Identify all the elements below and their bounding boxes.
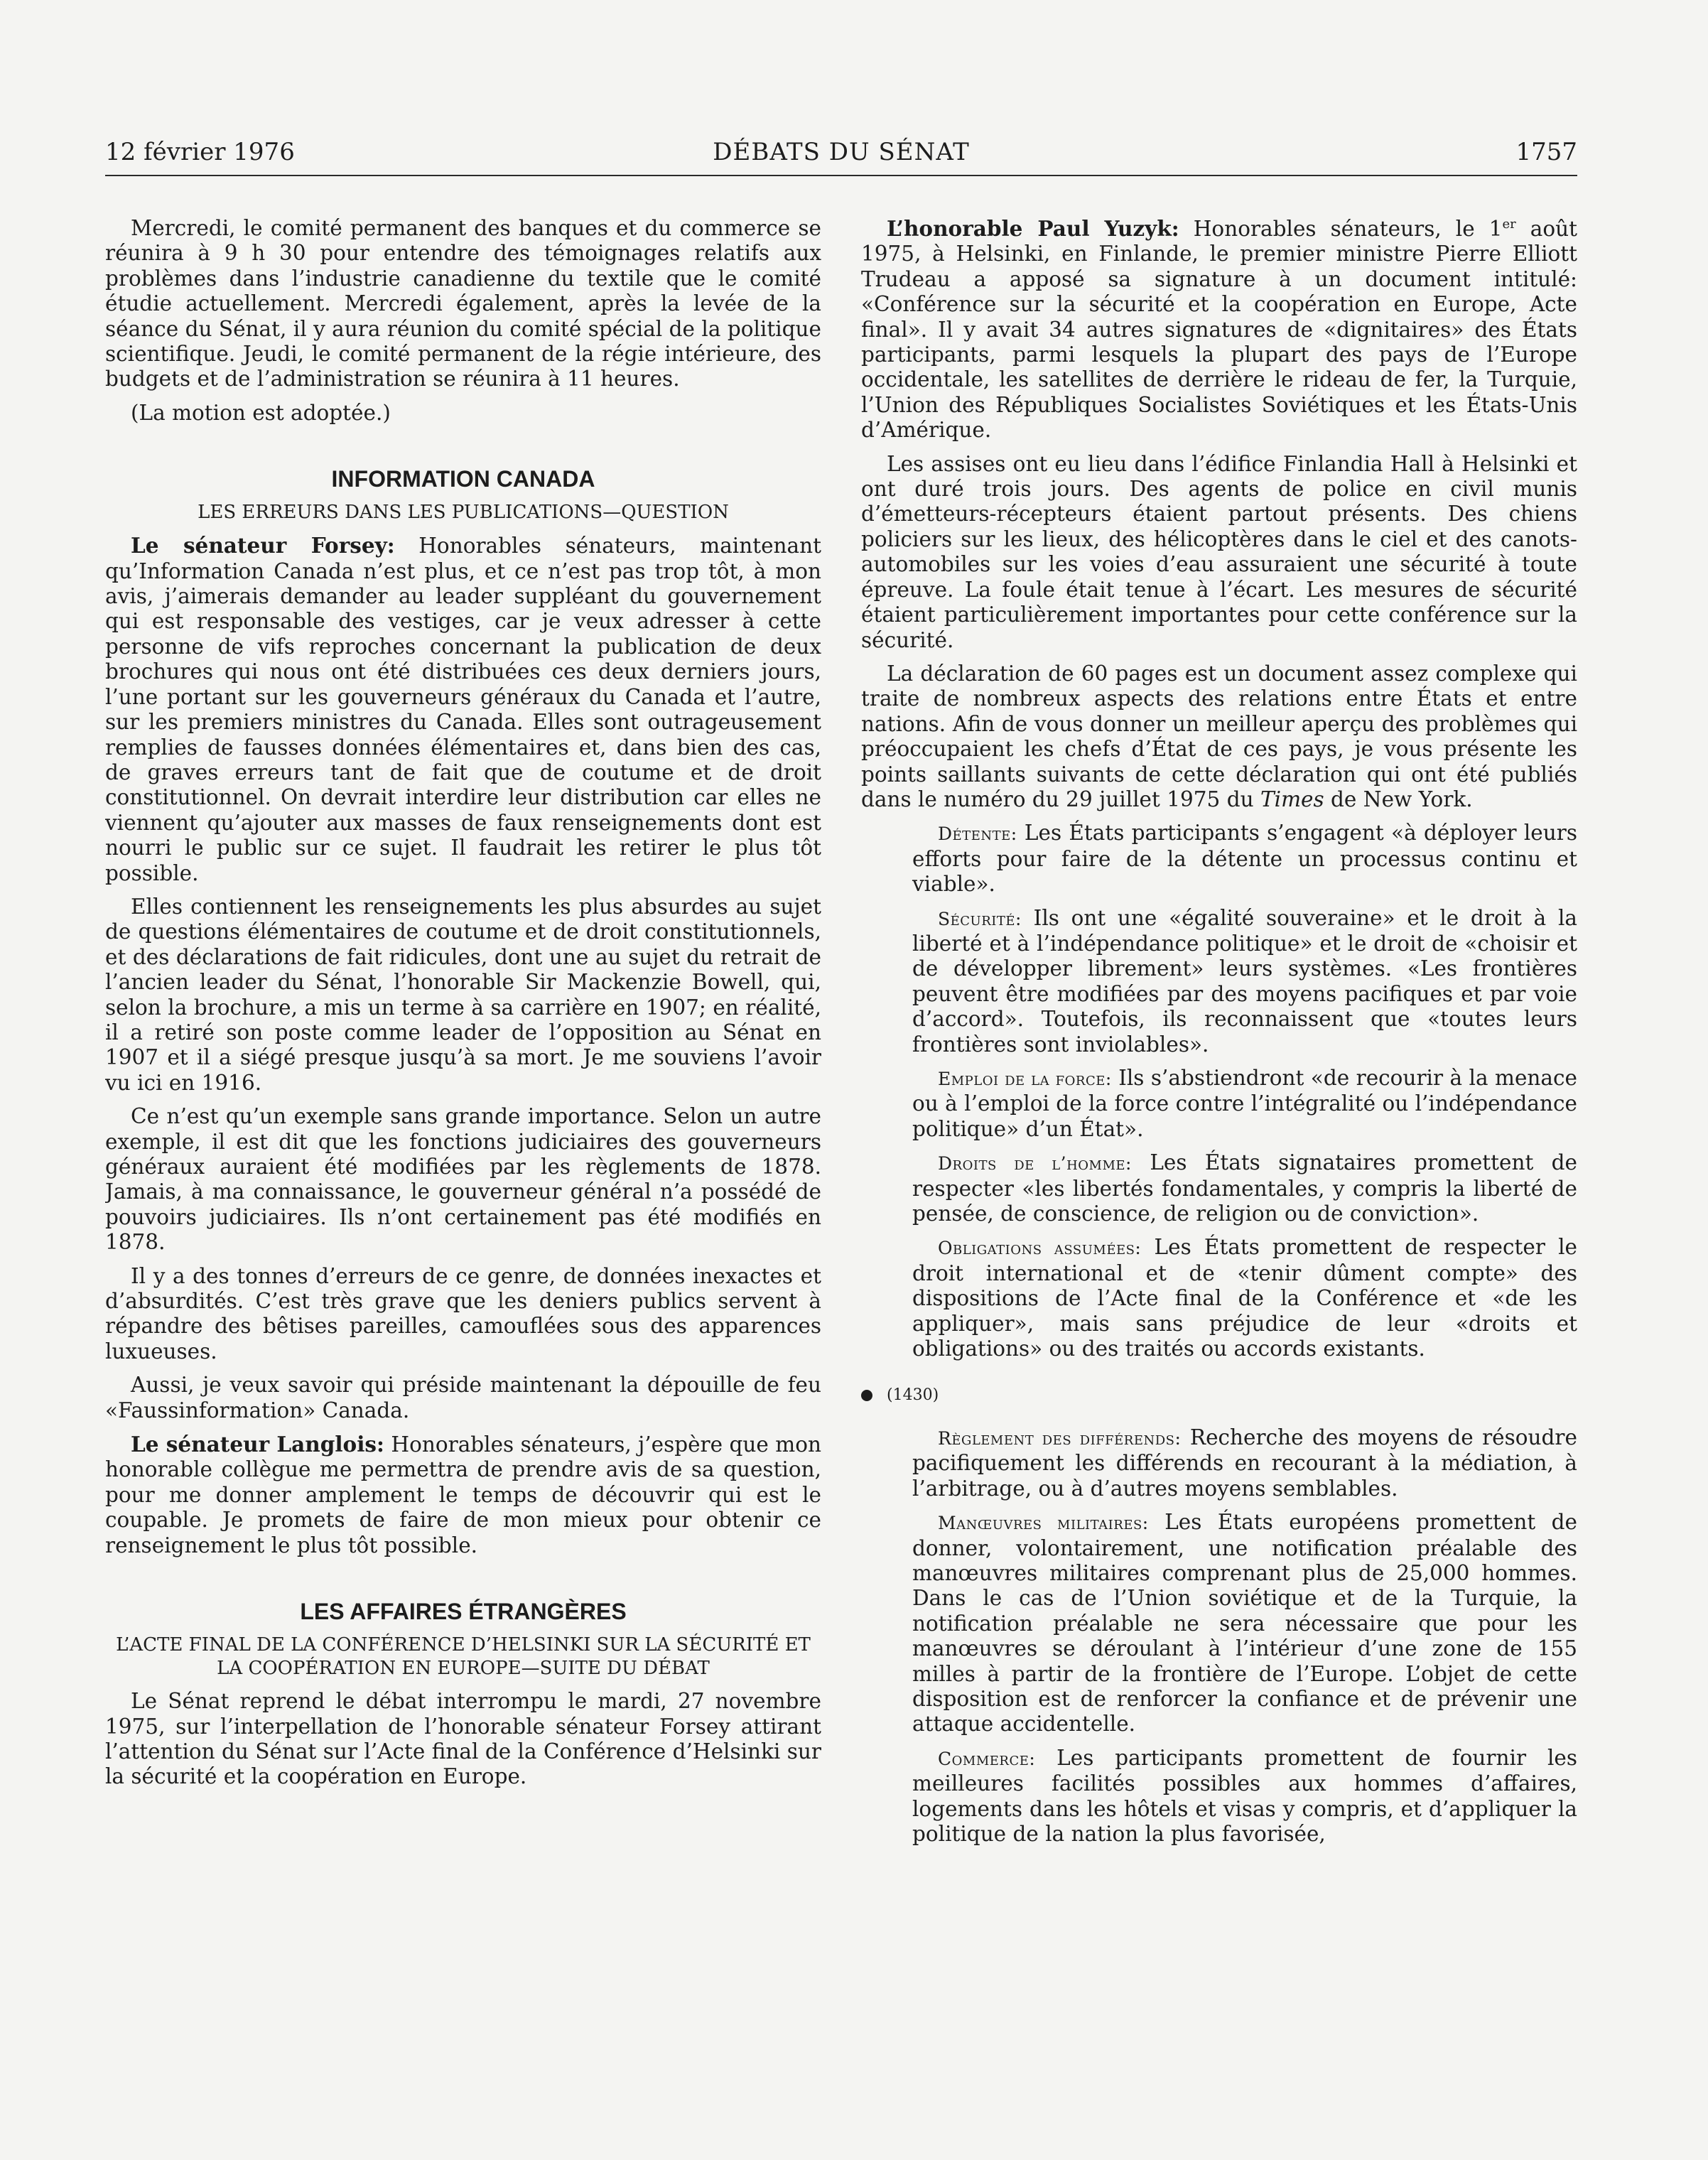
point-text: Les États promettent de respecter le droit international et de «tenir dûment compte» des dispositions de l’Acte final de la Conférence et «de les appliquer», mais sans préjudice de leur «droits et obligations» ou des traités ou accords existants. bbox=[912, 1235, 1577, 1361]
point-text: Ils s’abstiendront «de recourir à la menace ou à l’emploi de la force contre l’intégralité ou l’indépendance politique» d’un État». bbox=[912, 1066, 1577, 1141]
paragraph: Elles contiennent les renseignements les plus absurdes au sujet de questions élémentaires de coutume et de droit constitutionnels, et des déclarations de fait ridicules, dont une au sujet du retrait de l’ancien leader du Sénat, l’honorable Sir Mackenzie Bowell, qui, selon la brochure, a mis un terme à sa carrière en 1907; en réalité, il a retiré son poste comme leader de l’opposition au Sénat en 1907 et il a siégé presque jusqu’à sa mort. Je me souviens l’avoir vu ici en 1916. bbox=[105, 894, 821, 1095]
page-number: 1757 bbox=[1515, 138, 1577, 166]
time-marker bbox=[861, 1383, 1577, 1408]
paragraph bbox=[861, 662, 1577, 812]
point-text: Les participants promettent de fournir les meilleures facilités possibles aux hommes d’affaires, logements dans les hôtels et visas y compris, et d’appliquer la politique de la nation la plus favorisée, bbox=[912, 1745, 1577, 1846]
speech-text: Honorables sénateurs, j’espère que mon honorable collègue me permettra de prendre avis de sa question, pour me donner amplement le temps de découvrir qui est le coupable. Je promets de faire de mon mieux pour obtenir ce renseignement le plus tôt possible. bbox=[105, 1432, 821, 1557]
quoted-point bbox=[912, 1235, 1577, 1361]
paragraph bbox=[105, 1432, 821, 1558]
speaker-name: Le sénateur Forsey: bbox=[131, 533, 395, 558]
paragraph: Mercredi, le comité permanent des banques et du commerce se réunira à 9 h 30 pour entendre des témoignages relatifs aux problèmes dans l’industrie canadienne du textile que le comité étudie actuellement. Mercredi également, après la levée de la séance du Sénat, il y aura réunion du comité spécial de la politique scientifique. Jeudi, le comité permanent de la régie intérieure, des budgets et de l’administration se réunira à 11 heures. bbox=[105, 216, 821, 392]
section-title: INFORMATION CANADA bbox=[331, 466, 595, 492]
paragraph: Ce n’est qu’un exemple sans grande importance. Selon un autre exemple, il est dit que les fonctions judiciaires des gouverneurs généraux auraient été modifiées par les règlements de 1878. Jamais, à ma connaissance, le gouverneur général n’a possédé de pouvoirs judiciaires. Ils n’ont certainement pas été modifiés en 1878. bbox=[105, 1104, 821, 1255]
point-text: Les États participants s’engagent «à déployer leurs efforts pour faire de la détente un processus continu et viable». bbox=[912, 821, 1577, 897]
superscript: er bbox=[1502, 217, 1516, 232]
quoted-point bbox=[912, 1066, 1577, 1142]
header-title: DÉBATS DU SÉNAT bbox=[713, 138, 970, 166]
section-subtitle: L’ACTE FINAL DE LA CONFÉRENCE D’HELSINKI SUR LA SÉCURITÉ ET LA COOPÉRATION EN EUROPE—SUITE DU DÉBAT bbox=[116, 1634, 811, 1680]
point-tag: Manœuvres militaires: bbox=[938, 1513, 1149, 1534]
time-marker-label: (1430) bbox=[887, 1386, 939, 1405]
point-text: Recherche des moyens de résoudre pacifiquement les différends en recourant à la médiation, à l’arbitrage, ou à d’autres moyens semblables. bbox=[912, 1425, 1577, 1501]
point-text: Ils ont une «égalité souveraine» et le droit à la liberté et à l’indépendance politique» et le droit de «choisir et de développer librement» leurs systèmes. «Les frontières peuvent être modifiées par des moyens pacifiques et par voie d’accord». Toutefois, ils reconnaissent que «toutes leurs frontières sont inviolables». bbox=[912, 905, 1577, 1057]
running-header bbox=[105, 138, 1577, 176]
point-text: Les États européens promettent de donner, volontairement, une notification préalable des manœuvres militaires comprenant plus de 25,000 hommes. Dans le cas de l’Union soviétique et de la Turquie, la notification préalable ne sera nécessaire que pour les manœuvres se déroulant à l’intérieur d’une zone de 155 milles à partir de la frontière de l’Europe. L’objet de cette disposition est de renforcer la confiance et de prévenir une attaque accidentelle. bbox=[912, 1510, 1577, 1737]
point-tag: Commerce: bbox=[938, 1748, 1036, 1769]
right-column bbox=[861, 216, 1577, 2120]
point-tag: Détente: bbox=[938, 824, 1017, 845]
quoted-point bbox=[912, 1510, 1577, 1737]
bullet-icon bbox=[861, 1390, 872, 1401]
header-date: 12 février 1976 bbox=[105, 138, 295, 166]
quoted-point bbox=[912, 1746, 1577, 1847]
left-column bbox=[105, 216, 821, 2120]
paragraph bbox=[105, 533, 821, 886]
paragraph: Il y a des tonnes d’erreurs de ce genre, de données inexactes et d’absurdités. C’est très grave que les deniers publics servent à répandre des bêtises pareilles, camouflées sous des apparences luxueuses. bbox=[105, 1263, 821, 1364]
point-tag: Règlement des différends: bbox=[938, 1427, 1182, 1449]
point-tag: Emploi de la force: bbox=[938, 1069, 1112, 1089]
newspaper-title: Times bbox=[1260, 787, 1324, 811]
paragraph bbox=[861, 216, 1577, 443]
speech-text: Honorables sénateurs, le 1 bbox=[1193, 217, 1503, 241]
section-title: LES AFFAIRES ÉTRANGÈRES bbox=[300, 1599, 627, 1625]
section-subtitle: LES ERREURS DANS LES PUBLICATIONS—QUESTION bbox=[198, 502, 729, 524]
point-text: Les États signataires promettent de respecter «les libertés fondamentales, y compris la liberté de pensée, de conscience, de religion ou de conviction». bbox=[912, 1150, 1577, 1226]
quoted-point bbox=[912, 821, 1577, 897]
motion-note: (La motion est adoptée.) bbox=[131, 400, 391, 425]
speech-text: Honorables sénateurs, maintenant qu’Information Canada n’est plus, et ce n’est pas trop tôt, à mon avis, j’aimerais demander au leader suppléant du gouvernement qui est responsable des vestiges, car je veux adresser à cette personne de vifs reproches concernant la publication de deux brochures qui nous ont été distribuées ces deux derniers jours, l’une portant sur les gouverneurs généraux du Canada et l’autre, sur les premiers ministres du Canada. Elles sont outrageusement remplies de fausses données élémentaires et, dans bien des cas, de graves erreurs tant de fait que de coutume et de droit constitutionnel. On devrait interdire leur distribution car elles ne viennent qu’ajouter aux masses de faux renseignements dont est nourri le public sur ce sujet. Il faudrait les retirer le plus tôt possible. bbox=[105, 534, 821, 885]
quoted-point bbox=[912, 1425, 1577, 1501]
point-tag: Obligations assumées: bbox=[938, 1238, 1142, 1259]
paragraph: Aussi, je veux savoir qui préside maintenant la dépouille de feu «Faussinformation» Canada. bbox=[105, 1373, 821, 1422]
speech-text: août 1975, à Helsinki, en Finlande, le premier ministre Pierre Elliott Trudeau a apposé sa signature à un document intitulé: «Conférence sur la sécurité et la coopération en Europe, Acte final». Il y avait 34 autres signatures de «dignitaires» des États participants, parmi lesquels la plupart des pays de l’Europe occidentale, les satellites de derrière le rideau de fer, la Turquie, l’Union des Républiques Socialistes Soviétiques et les États-Unis d’Amérique. bbox=[861, 217, 1577, 443]
point-tag: Droits de l’homme: bbox=[938, 1153, 1132, 1174]
quoted-point bbox=[912, 906, 1577, 1057]
point-tag: Sécurité: bbox=[938, 908, 1022, 929]
paragraph: Le Sénat reprend le débat interrompu le mardi, 27 novembre 1975, sur l’interpellation de l’honorable sénateur Forsey attirant l’attention du Sénat sur l’Acte final de la Conférence d’Helsinki sur la sécurité et la coopération en Europe. bbox=[105, 1689, 821, 1789]
quoted-point bbox=[912, 1150, 1577, 1226]
speaker-name: L’honorable Paul Yuzyk: bbox=[887, 216, 1179, 241]
speaker-name: Le sénateur Langlois: bbox=[131, 1432, 384, 1457]
speech-text: La déclaration de 60 pages est un document assez complexe qui traite de nombreux aspects des relations entre États et entre nations. Afin de vous donner un meilleur aperçu des problèmes qui préoccupaient les chefs d’État de ces pays, je vous présente les points saillants suivants de cette déclaration qui ont été publiés dans le numéro du 29 juillet 1975 du bbox=[861, 661, 1577, 811]
paragraph: Les assises ont eu lieu dans l’édifice Finlandia Hall à Helsinki et ont duré trois jours. Des agents de police en civil munis d’émetteurs-récepteurs étaient partout présents. Des chiens policiers sur les lieux, des hélicoptères dans le ciel et des canots-automobiles sur les voies d’eau assuraient une sécurité à toute épreuve. La foule était tenue à l’écart. Les mesures de sécurité étaient particulièrement importantes pour cette conférence sur la sécurité. bbox=[861, 451, 1577, 652]
speech-text: de New York. bbox=[1324, 787, 1473, 811]
